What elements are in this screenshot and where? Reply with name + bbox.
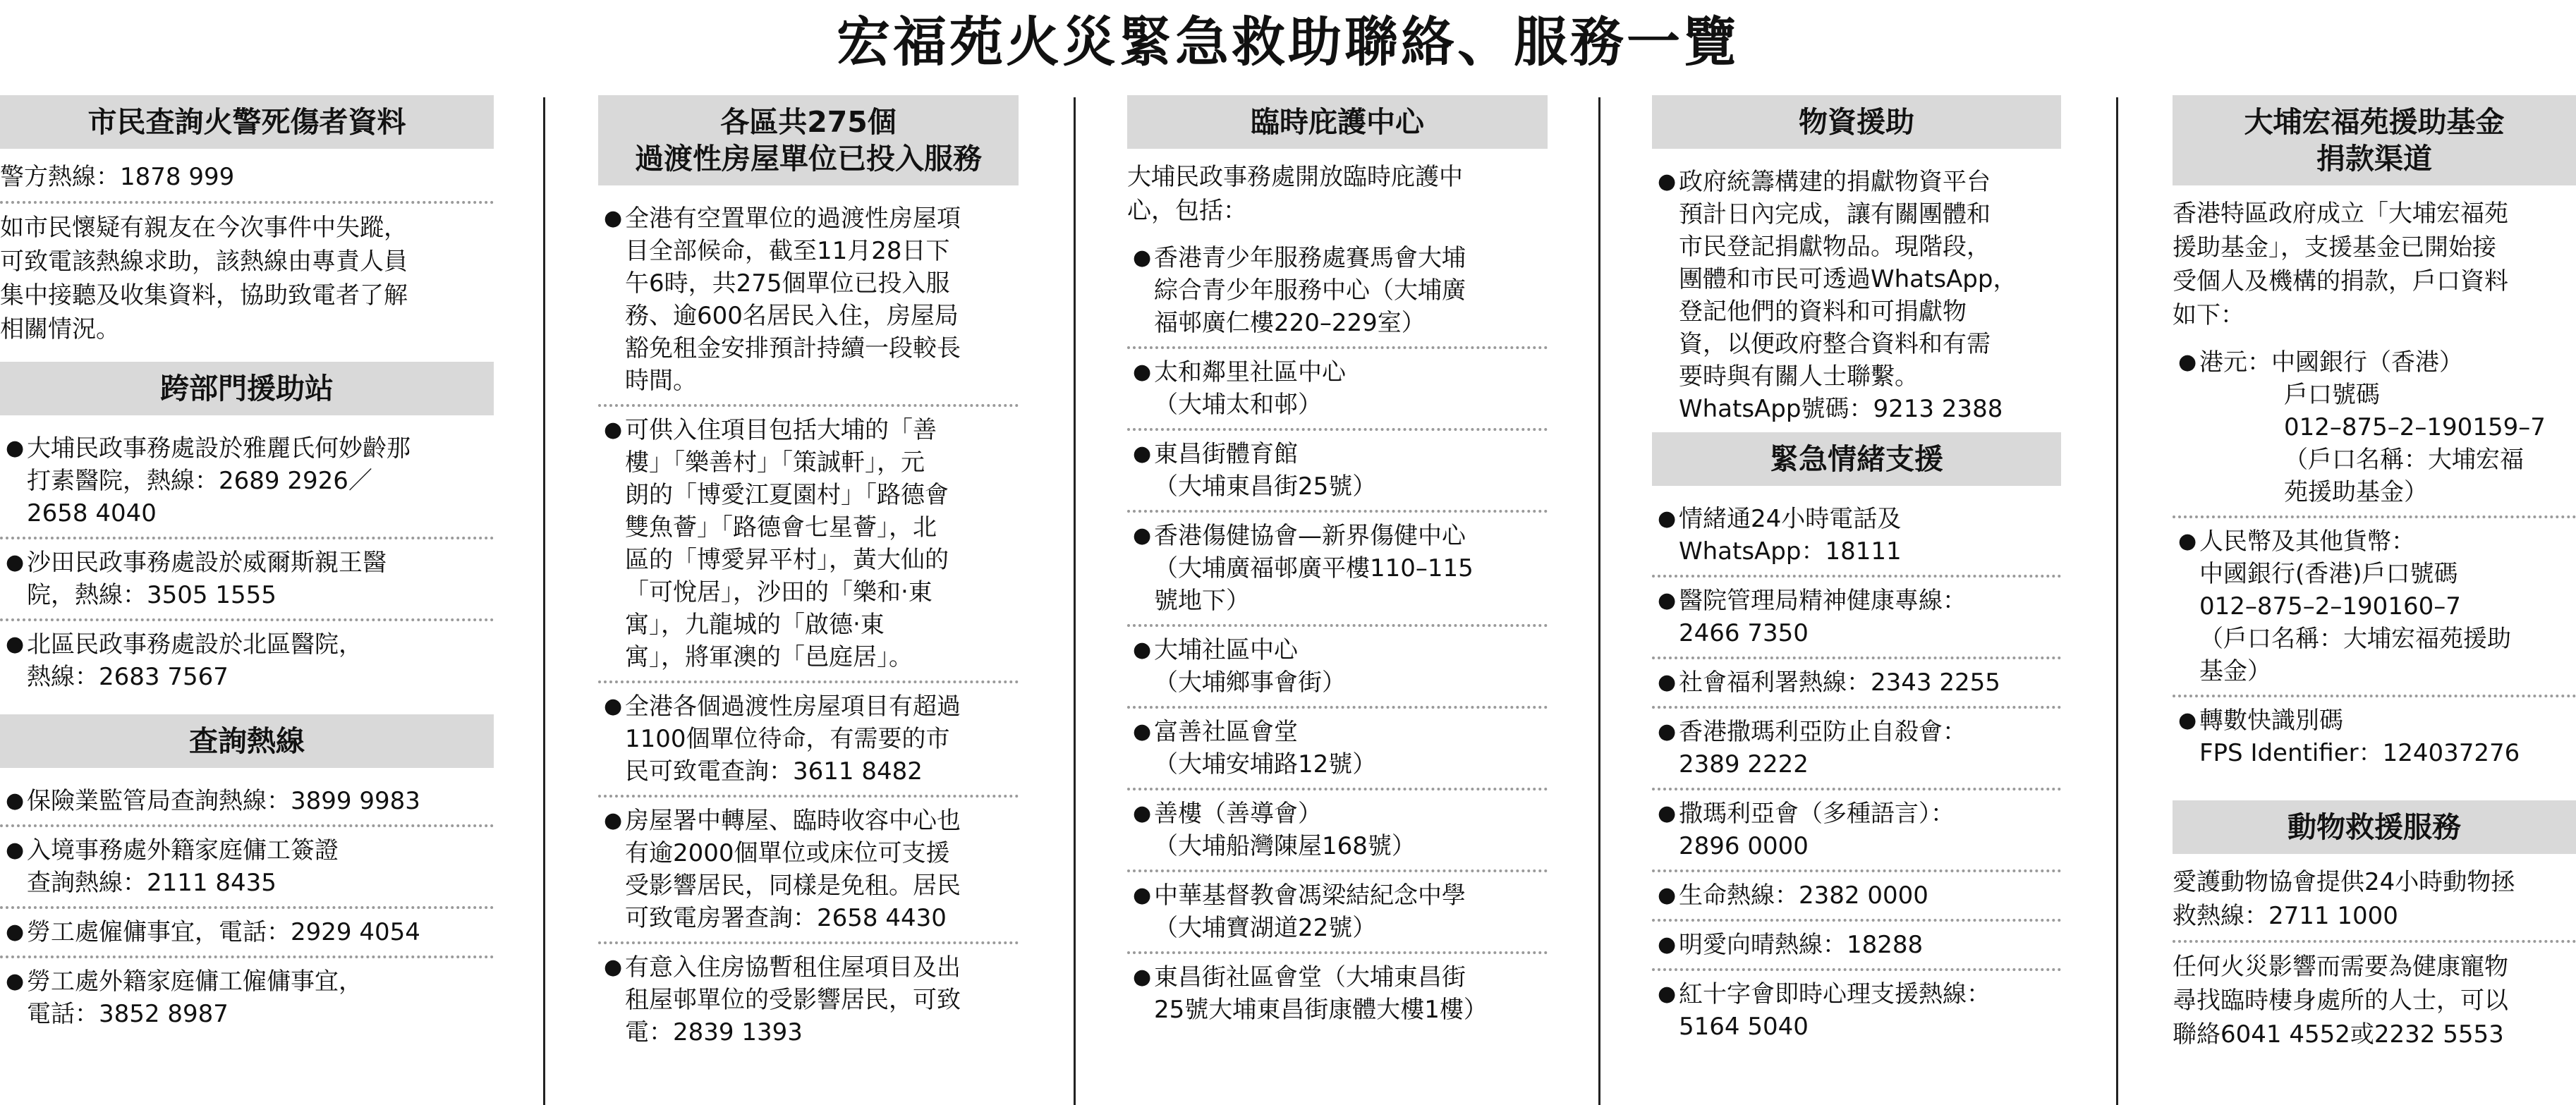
section-heading: 物資援助: [1652, 95, 2061, 149]
text-line: 1100個單位待命，有需要的市: [625, 725, 950, 753]
bullet-icon: ●: [6, 436, 25, 460]
column-temporary-shelters: [1127, 95, 1548, 1105]
text-line: 院，熱線：3505 1555: [27, 581, 277, 609]
text-line: （戶口名稱：大埔宏福苑援助: [2199, 625, 2511, 653]
bullet-icon: ●: [1133, 719, 1152, 744]
text-line: 北區民政事務處設於北區醫院，: [27, 630, 363, 659]
text-line: 務、逾600名居民入住，房屋局: [625, 302, 959, 330]
text-line: 情緒通24小時電話及: [1679, 505, 1902, 533]
text-line: 團體和市民可透過WhatsApp，: [1679, 265, 2017, 293]
shelter-list: [1127, 235, 1548, 1033]
text-line: 豁免租金安排預計持續一段較長: [625, 334, 961, 362]
supplies-list: [1652, 159, 2061, 432]
list-item: [2173, 518, 2576, 697]
list-item: [1652, 872, 2061, 922]
text-line: 紅十字會即時心理支援熱線：: [1679, 980, 1991, 1008]
list-item: [598, 944, 1019, 1056]
bullet-icon: ●: [6, 550, 25, 575]
text-line: 大埔社區中心: [1154, 636, 1298, 664]
bullet-icon: ●: [1658, 670, 1677, 695]
column-divider: [1074, 97, 1076, 1105]
text-line: 有意入住房協暫租住屋項目及出: [625, 953, 961, 982]
text-line: 電：2839 1393: [625, 1018, 803, 1046]
bullet-icon: ●: [1133, 360, 1152, 384]
bullet-icon: ●: [1133, 245, 1152, 270]
heading-line: 過渡性房屋單位已投入服務: [635, 142, 982, 176]
text-line: 心，包括：: [1127, 197, 1247, 225]
bullet-icon: ●: [2178, 708, 2197, 733]
police-hotline: 警方熱線：1878 999: [0, 159, 494, 204]
bullet-icon: ●: [1658, 719, 1677, 744]
bullet-icon: ●: [1658, 169, 1677, 194]
list-item: [0, 425, 494, 539]
text-line: 援助基金」，支援基金已開始接: [2173, 233, 2496, 262]
text-line: 熱線：2683 7567: [27, 663, 229, 691]
text-line: 相關情況。: [0, 315, 120, 343]
text-line: 受影響居民，同樣是免租。居民: [625, 872, 961, 900]
text-line: 區的「博愛昇平村」，黃大仙的: [625, 546, 949, 574]
text-line: 任何火災影響而需要為健康寵物: [2173, 953, 2508, 981]
text-line: 聯絡6041 4552或2232 5553: [2173, 1020, 2504, 1049]
list-item: [1127, 349, 1548, 431]
bullet-icon: ●: [6, 838, 25, 862]
list-item: [1127, 790, 1548, 872]
text-line: 東昌街體育館: [1154, 440, 1298, 468]
list-item: [2173, 339, 2576, 518]
text-line: 勞工處外籍家庭傭工僱傭事宜，: [27, 967, 363, 996]
text-line: 資，以便政府整合資料和有需: [1679, 330, 1991, 358]
text-line: 醫院管理局精神健康專線：: [1679, 587, 1967, 615]
list-item: [0, 539, 494, 621]
heading-line: 捐款渠道: [2316, 142, 2432, 176]
text-line: （大埔鄉事會街）: [1154, 669, 1346, 697]
text-line: 電話：3852 8987: [27, 1000, 229, 1028]
section-heading: 緊急情緒支援: [1652, 432, 2061, 486]
text-line: 東昌街社區會堂（大埔東昌街: [1154, 963, 1466, 991]
text-line: 保險業監管局查詢熱線：3899 9983: [27, 787, 420, 815]
text-line: 全港各個過渡性房屋項目有超過: [625, 692, 961, 721]
text-line: （大埔船灣陳屋168號）: [1154, 832, 1416, 860]
text-line: 基金）: [2199, 657, 2271, 685]
list-item: [1127, 954, 1548, 1033]
section-intro: [1127, 159, 1548, 235]
pet-shelter-contact: [2173, 943, 2576, 1058]
list-item: [1127, 709, 1548, 790]
text-line: 寓」，將軍澳的「邑庭居」。: [625, 643, 913, 671]
bullet-icon: ●: [1658, 982, 1677, 1006]
enquiry-hotline-list: [0, 778, 494, 1037]
column-divider: [1598, 97, 1600, 1105]
bullet-icon: ●: [604, 955, 623, 979]
text-line: 如下：: [2173, 301, 2244, 329]
list-item: [598, 195, 1019, 407]
text-line: 撒瑪利亞會（多種語言）：: [1679, 800, 1955, 828]
bullet-icon: ●: [1133, 883, 1152, 908]
text-line: 社會福利署熱線：2343 2255: [1679, 669, 2000, 697]
bullet-icon: ●: [1133, 441, 1152, 466]
text-line: 可致電房署查詢：2658 4430: [625, 904, 947, 932]
list-item: [1652, 659, 2061, 709]
text-line: 打素醫院，熱線：2689 2926／: [27, 467, 372, 495]
list-item: [1652, 578, 2061, 659]
text-line: 「可悅居」，沙田的「樂和‧東: [625, 578, 932, 606]
list-item: [1127, 431, 1548, 513]
column-fund-and-animal-rescue: [2173, 95, 2576, 1105]
text-line: 生命熱線：2382 0000: [1679, 881, 1928, 910]
section-description: [0, 204, 494, 353]
text-line: 時間。: [625, 367, 697, 395]
text-line: 如市民懷疑有親友在今次事件中失蹤，: [0, 214, 408, 242]
text-line: 大埔民政事務處設於雅麗氏何妙齡那: [27, 434, 411, 463]
list-item: [598, 683, 1019, 798]
text-line: 市民登記捐獻物品。現階段，: [1679, 233, 1991, 261]
animal-hotline: [2173, 864, 2576, 943]
list-item: [0, 778, 494, 827]
text-line: 香港撒瑪利亞防止自殺會：: [1679, 718, 1967, 746]
section-heading: 市民查詢火警死傷者資料: [0, 95, 494, 149]
text-line: 2466 7350: [1679, 619, 1809, 647]
text-line: 登記他們的資料和可捐獻物: [1679, 298, 1967, 326]
section-heading: 動物救援服務: [2173, 800, 2576, 854]
text-line: （大埔廣福邨廣平樓110–115: [1154, 554, 1474, 582]
text-line: 租屋邨單位的受影響居民，可致: [625, 986, 961, 1014]
text-line: 入境事務處外籍家庭傭工簽證: [27, 836, 339, 865]
text-line: 轉數快識別碼: [2199, 707, 2343, 735]
text-line: 富善社區會堂: [1154, 718, 1298, 746]
donation-channel-list: [2173, 339, 2576, 776]
column-transitional-housing: [598, 95, 1019, 1105]
text-line: （大埔寶湖道22號）: [1154, 914, 1377, 942]
text-line: 集中接聽及收集資料，協助致電者了解: [0, 281, 408, 310]
text-line: （大埔太和邨）: [1154, 391, 1322, 419]
list-item: [1127, 627, 1548, 709]
text-line: 中國銀行(香港)戶口號碼: [2199, 560, 2458, 588]
text-line: 福邨廣仁樓220–229室）: [1154, 309, 1426, 337]
list-item: [2173, 697, 2576, 776]
text-line: 明愛向晴熱線：18288: [1679, 931, 1924, 959]
list-item: [598, 407, 1019, 683]
assistance-station-list: [0, 425, 494, 700]
section-heading: 臨時庇護中心: [1127, 95, 1548, 149]
list-item: [1652, 790, 2061, 872]
bullet-icon: ●: [6, 920, 25, 944]
text-line: 善樓（善導會）: [1154, 800, 1322, 828]
list-item: [1127, 872, 1548, 954]
text-line: 救熱線：2711 1000: [2173, 902, 2398, 930]
text-line: 5164 5040: [1679, 1013, 1809, 1041]
text-line: WhatsApp號碼：9213 2388: [1679, 395, 2003, 423]
list-item: [1652, 971, 2061, 1050]
text-line: 綜合青少年服務中心（大埔廣: [1154, 276, 1466, 305]
section-heading: [2173, 95, 2576, 185]
bullet-icon: ●: [2178, 529, 2197, 554]
list-item: [1652, 922, 2061, 971]
section-intro: [2173, 195, 2576, 339]
text-line: 2658 4040: [27, 499, 157, 527]
column-divider: [2116, 97, 2118, 1105]
text-line: 午6時，共275個單位已投入服: [625, 269, 950, 298]
list-item: [0, 909, 494, 958]
text-line: 朗的「博愛江夏園村」「路德會: [625, 481, 949, 509]
text-line: 人民幣及其他貨幣：: [2199, 527, 2415, 556]
text-line: 沙田民政事務處設於威爾斯親王醫: [27, 549, 387, 577]
text-line: 港元：中國銀行（香港）: [2199, 348, 2463, 377]
bullet-icon: ●: [6, 788, 25, 813]
text-line: 號地下）: [1154, 587, 1250, 615]
bullet-icon: ●: [1133, 523, 1152, 548]
bullet-icon: ●: [1133, 637, 1152, 662]
list-item: [1127, 235, 1548, 349]
bullet-icon: ●: [1658, 932, 1677, 957]
text-line: 香港傷健協會—新界傷健中心: [1154, 522, 1466, 550]
text-line: （戶口名稱：大埔宏福: [2284, 446, 2524, 474]
column-supplies-and-support: [1652, 95, 2061, 1105]
housing-list: [598, 195, 1019, 1056]
bullet-icon: ●: [1658, 801, 1677, 826]
section-heading: 跨部門援助站: [0, 362, 494, 415]
emotional-support-list: [1652, 496, 2061, 1050]
bullet-icon: ●: [1133, 801, 1152, 826]
bullet-icon: ●: [604, 206, 623, 231]
text-line: 香港青少年服務處賽馬會大埔: [1154, 244, 1466, 272]
text-line: 中華基督教會馮梁結紀念中學: [1154, 881, 1466, 910]
text-line: 大埔民政事務處開放臨時庇護中: [1127, 163, 1463, 191]
list-item: [1652, 159, 2061, 432]
text-line: 012–875–2–190160–7: [2199, 592, 2461, 621]
text-line: 全港有空置單位的過渡性房屋項: [625, 204, 961, 233]
column-public-enquiry: [0, 95, 494, 1105]
text-line: 受個人及機構的捐款，戶口資料: [2173, 267, 2508, 295]
text-line: 有逾2000個單位或床位可支援: [625, 839, 950, 867]
list-item: [1652, 496, 2061, 578]
text-line: 香港特區政府成立「大埔宏福苑: [2173, 200, 2508, 228]
list-item: [1652, 709, 2061, 790]
text-line: 戶口號碼: [2284, 381, 2380, 409]
text-line: 房屋署中轉屋、臨時收容中心也: [625, 807, 961, 835]
text-line: 012–875–2–190159–7: [2284, 413, 2546, 441]
text-line: 目全部候命，截至11月28日下: [625, 237, 950, 265]
text-line: 苑援助基金）: [2284, 478, 2428, 506]
text-line: 寓」，九龍城的「啟德‧東: [625, 611, 885, 639]
bullet-icon: ●: [1658, 506, 1677, 531]
text-line: 可供入住項目包括大埔的「善: [625, 416, 937, 444]
text-line: 愛護動物協會提供24小時動物拯: [2173, 868, 2515, 896]
page-title: 宏福苑火災緊急救助聯絡、服務一覽: [837, 11, 1739, 73]
text-line: （大埔東昌街25號）: [1154, 472, 1377, 501]
text-line: WhatsApp：18111: [1679, 537, 1902, 566]
text-line: 預計日內完成，讓有關團體和: [1679, 200, 1991, 228]
section-heading: [598, 95, 1019, 185]
bullet-icon: ●: [1658, 883, 1677, 908]
list-item: [0, 827, 494, 909]
text-line: 可致電該熱線求助，該熱線由專責人員: [0, 248, 408, 276]
list-item: [1127, 513, 1548, 627]
column-divider: [543, 97, 545, 1105]
bullet-icon: ●: [1133, 965, 1152, 989]
bullet-icon: ●: [6, 969, 25, 994]
bullet-icon: ●: [6, 632, 25, 657]
text-line: 查詢熱線：2111 8435: [27, 869, 277, 897]
list-item: [598, 798, 1019, 944]
bullet-icon: ●: [604, 417, 623, 442]
text-line: 尋找臨時棲身處所的人士，可以: [2173, 987, 2508, 1015]
heading-line: 大埔宏福苑援助基金: [2244, 105, 2505, 139]
list-item: [0, 621, 494, 700]
text-line: 樓」「樂善村」「策誠軒」，元: [625, 448, 925, 477]
text-line: 要時與有關人士聯繫。: [1679, 362, 1919, 391]
text-line: 25號大埔東昌街康體大樓1樓）: [1154, 996, 1488, 1024]
text-line: 勞工處僱傭事宜，電話：2929 4054: [27, 918, 420, 946]
text-line: 政府統籌構建的捐獻物資平台: [1679, 168, 1991, 196]
text-line: 雙魚薈」「路德會七星薈」，北: [625, 513, 937, 542]
section-heading: 查詢熱線: [0, 714, 494, 768]
text-line: FPS Identifier：124037276: [2199, 739, 2520, 767]
text-line: 太和鄰里社區中心: [1154, 358, 1346, 386]
text-line: 2896 0000: [1679, 832, 1809, 860]
text-line: 民可致電查詢：3611 8482: [625, 757, 923, 786]
bullet-icon: ●: [604, 808, 623, 833]
heading-line: 各區共275個: [720, 105, 897, 139]
text-line: 2389 2222: [1679, 750, 1809, 779]
bullet-icon: ●: [2178, 350, 2197, 374]
bullet-icon: ●: [604, 694, 623, 719]
text-line: （大埔安埔路12號）: [1154, 750, 1377, 779]
list-item: [0, 958, 494, 1037]
bullet-icon: ●: [1658, 588, 1677, 613]
